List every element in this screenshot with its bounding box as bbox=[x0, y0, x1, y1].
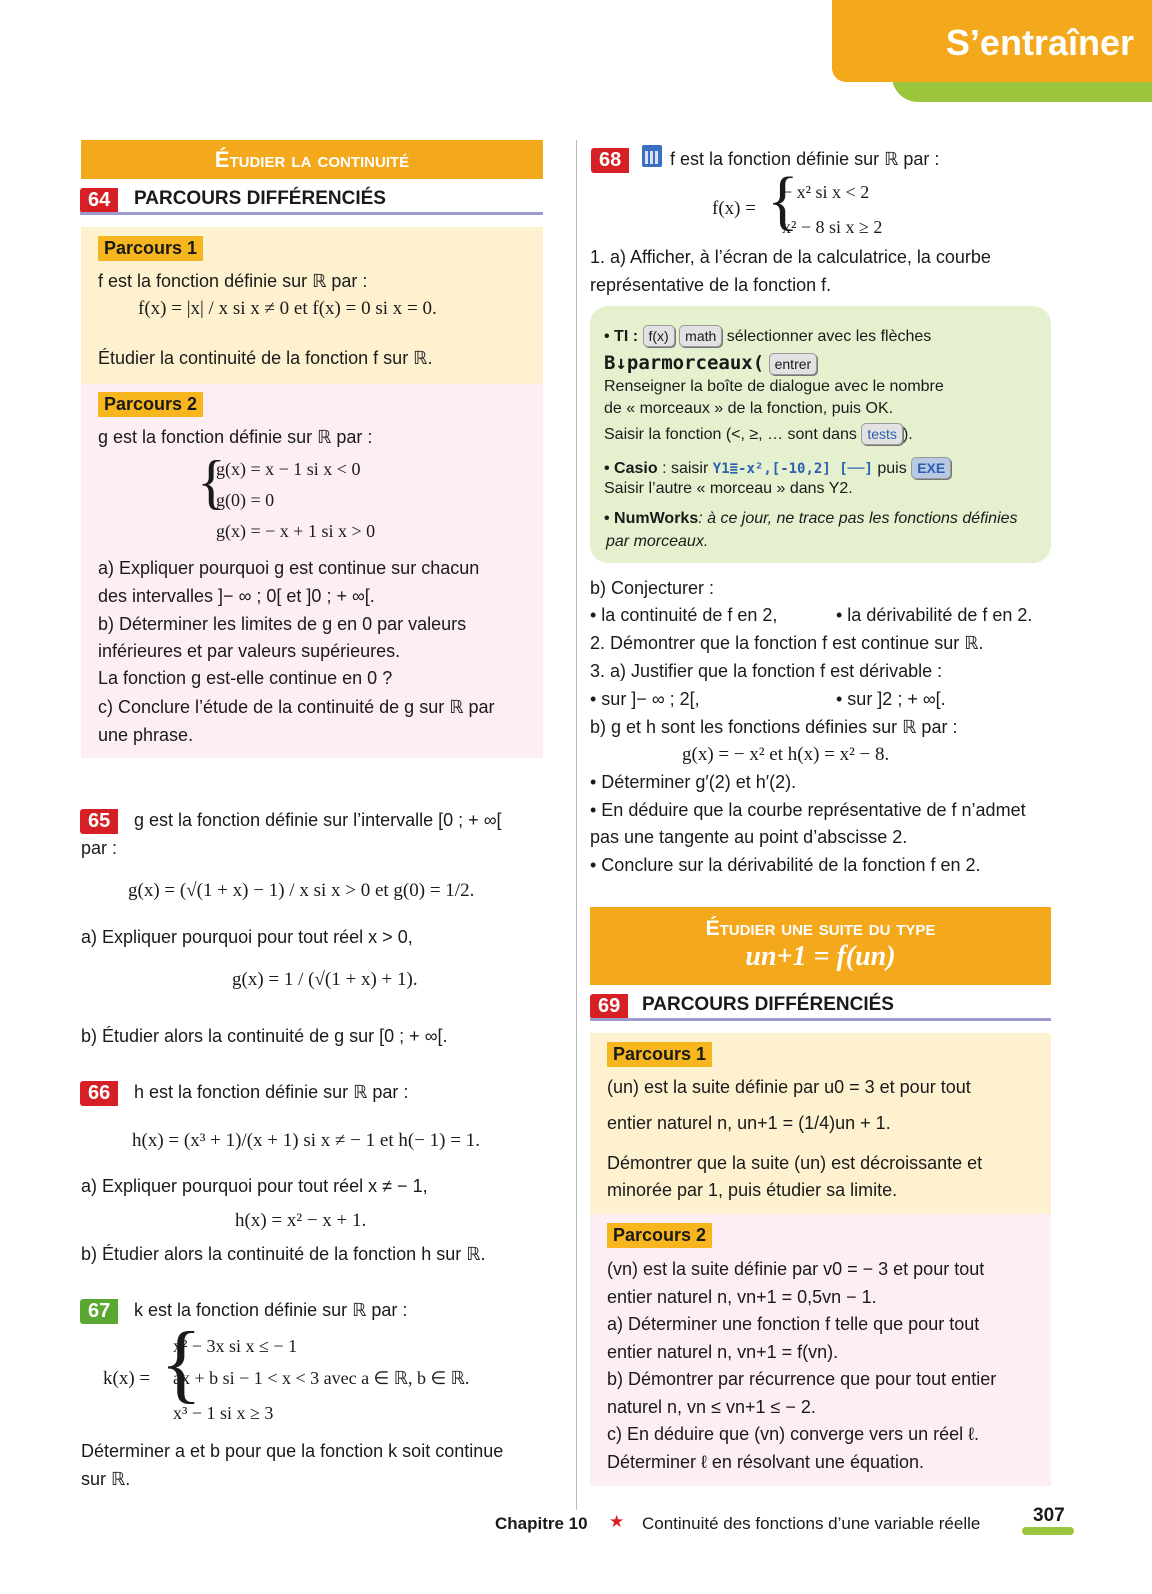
page-number: 307 bbox=[1033, 1505, 1065, 1526]
casio-label: • Casio bbox=[604, 460, 658, 477]
system-brace: { bbox=[160, 1315, 203, 1412]
ex68-lhs: f(x) = bbox=[712, 198, 756, 219]
ex64-p1-line1: f est la fonction définie sur ℝ par : bbox=[98, 271, 368, 291]
ex66-q-b: b) Étudier alors la continuité de la fonction h sur ℝ. bbox=[81, 1244, 486, 1264]
ex64-p2-line1: g est la fonction définie sur ℝ par : bbox=[98, 427, 373, 447]
ex64-p1-line3: Étudier la continuité de la fonction f sur ℝ. bbox=[98, 348, 433, 368]
ti-instruction-line3: Renseigner la boîte de dialogue avec le nombre bbox=[604, 378, 944, 395]
casio-text: : saisir bbox=[662, 460, 709, 477]
ex68-q3b-formula: g(x) = − x² et h(x) = x² − 8. bbox=[682, 744, 890, 765]
ex64-q-c-1: c) Conclure l’étude de la continuité de g sur ℝ par bbox=[98, 697, 495, 717]
ti-key-tests: tests bbox=[861, 423, 903, 445]
ex68-q2: 2. Démontrer que la fonction f est continue sur ℝ. bbox=[590, 633, 984, 653]
footer-chapter-title: Continuité des fonctions d’une variable réelle bbox=[642, 1514, 981, 1533]
ex65-q-a: a) Expliquer pourquoi pour tout réel x > 0, bbox=[81, 927, 413, 947]
system-brace: { bbox=[197, 449, 226, 515]
ex69-p1-line4: minorée par 1, puis étudier sa limite. bbox=[607, 1180, 898, 1200]
ex69-p2-line1: (vn) est la suite définie par v0 = − 3 et pour tout bbox=[607, 1259, 985, 1279]
casio-instruction-line1 bbox=[604, 457, 951, 479]
exercise-number-64: 64 bbox=[80, 188, 118, 213]
parcours-2-label: Parcours 2 bbox=[98, 392, 203, 417]
ti-line5-end: ). bbox=[902, 426, 913, 443]
ex64-q-a-2: des intervalles ]− ∞ ; 0[ et ]0 ; + ∞[. bbox=[98, 586, 375, 606]
ex67-case-3: x³ − 1 si x ≥ 3 bbox=[173, 1403, 274, 1423]
ex64-sys-1: g(x) = x − 1 si x < 0 bbox=[216, 459, 361, 479]
numworks-instruction-line2: par morceaux. bbox=[606, 533, 709, 550]
ex69-q-b-2: naturel n, vn ≤ vn+1 ≤ − 2. bbox=[607, 1397, 816, 1417]
parcours-1-label: Parcours 1 bbox=[607, 1042, 712, 1067]
ex66-formula2: h(x) = x² − x + 1. bbox=[235, 1210, 367, 1231]
calculator-icon bbox=[642, 145, 662, 167]
ex68-q3b: b) g et h sont les fonctions définies sur ℝ par : bbox=[590, 717, 958, 737]
section-title-line1: Étudier une suite du type bbox=[705, 917, 936, 940]
ex68-q1a-1 bbox=[590, 247, 991, 268]
ex68-q3a: 3. a) Justifier que la fonction f est dérivable : bbox=[590, 661, 943, 681]
ti-instruction-line4: de « morceaux » de la fonction, puis OK. bbox=[604, 400, 894, 417]
ex68-q3b-item2a: • En déduire que la courbe représentative de f n’admet bbox=[590, 800, 1026, 820]
ex64-q-b-2: inférieures et par valeurs supérieures. bbox=[98, 641, 401, 661]
q1a-text: 1. a) Afficher, à l’écran de la calculatrice, la courbe bbox=[590, 247, 991, 267]
ex69-q-a-2: entier naturel n, vn+1 = f(vn). bbox=[607, 1342, 839, 1362]
casio-key-exe: EXE bbox=[911, 457, 951, 479]
ti-instruction-line1 bbox=[604, 325, 931, 347]
ti-instruction-line2 bbox=[604, 352, 817, 375]
footer-chapter: Chapitre 10 bbox=[495, 1514, 588, 1533]
ti-key-math: math bbox=[679, 325, 722, 347]
parcours-1-label: Parcours 1 bbox=[98, 236, 203, 261]
star-icon: ★ bbox=[609, 1512, 625, 1531]
ex65-line2: par : bbox=[81, 838, 118, 858]
ex68-q3b-item3: • Conclure sur la dérivabilité de la fonction f en 2. bbox=[590, 855, 981, 875]
ex64-q-b-1: b) Déterminer les limites de g en 0 par valeurs bbox=[98, 614, 467, 634]
exercise-64-title: PARCOURS DIFFÉRENCIÉS bbox=[134, 188, 386, 209]
system-brace: { bbox=[767, 164, 799, 237]
header-title: S’entraîner bbox=[945, 22, 1134, 63]
numworks-text: : à ce jour, ne trace pas les fonctions définies bbox=[698, 510, 1018, 527]
ti-text: sélectionner avec les flèches bbox=[726, 328, 932, 345]
ti-instruction-line5 bbox=[604, 423, 913, 445]
section-title-line2: un+1 = f(un) bbox=[745, 941, 896, 972]
casio-then: puis bbox=[877, 460, 907, 477]
chapter-header-tab bbox=[832, 0, 1152, 100]
numworks-instruction-line1 bbox=[604, 510, 1018, 528]
ex67-case-2: ax + b si − 1 < x < 3 avec a ∈ ℝ, b ∈ ℝ. bbox=[173, 1368, 470, 1388]
exercise-number-69: 69 bbox=[590, 994, 628, 1019]
ti-command: B↓parmorceaux( bbox=[604, 352, 765, 374]
ex64-sys-3: g(x) = − x + 1 si x > 0 bbox=[216, 521, 376, 541]
exercise-69-title: PARCOURS DIFFÉRENCIÉS bbox=[642, 994, 894, 1015]
ex66-line1: h est la fonction définie sur ℝ par : bbox=[134, 1082, 409, 1102]
casio-command: Y1≣-x²,[-10,2] [──] bbox=[712, 461, 873, 477]
ex67-lhs: k(x) = bbox=[103, 1368, 151, 1389]
ex69-p1-line3: Démontrer que la suite (un) est décroissante et bbox=[607, 1153, 983, 1173]
exercise-number-68: 68 bbox=[591, 148, 629, 173]
ex64-sys-2: g(0) = 0 bbox=[216, 490, 275, 510]
ex64-q-a-1: a) Expliquer pourquoi g est continue sur chacun bbox=[98, 558, 480, 578]
ex69-p1-line1: (un) est la suite définie par u0 = 3 et pour tout bbox=[607, 1077, 971, 1097]
casio-instruction-line2: Saisir l’autre « morceau » dans Y2. bbox=[604, 480, 853, 497]
ex65-line1: g est la fonction définie sur l’intervalle [0 ; + ∞[ bbox=[134, 810, 502, 830]
ex69-p1-line2: entier naturel n, un+1 = (1/4)un + 1. bbox=[607, 1113, 891, 1133]
ex67-case-1: x² − 3x si x ≤ − 1 bbox=[173, 1336, 298, 1356]
ex67-line2: Déterminer a et b pour que la fonction k soit continue bbox=[81, 1441, 504, 1461]
ex65-q-b: b) Étudier alors la continuité de g sur [0 ; + ∞[. bbox=[81, 1026, 448, 1046]
ex69-q-c-1: c) En déduire que (vn) converge vers un réel ℓ. bbox=[607, 1424, 980, 1444]
section-title-suite bbox=[590, 907, 1051, 985]
ex68-q3a-item2: • sur ]2 ; + ∞[. bbox=[836, 689, 946, 709]
ex64-p1-formula bbox=[138, 298, 437, 320]
ex67-line3: sur ℝ. bbox=[81, 1469, 131, 1489]
ti-key-entrer: entrer bbox=[769, 353, 818, 375]
ti-key-fx: f(x) bbox=[643, 325, 675, 347]
section-title-continuite: Étudier la continuité bbox=[81, 140, 543, 179]
ex64-q-c-2: une phrase. bbox=[98, 725, 194, 745]
title-underline bbox=[80, 212, 543, 215]
column-divider bbox=[576, 140, 577, 1510]
ex65-formula: g(x) = (√(1 + x) − 1) / x si x > 0 et g(0) = 1/2. bbox=[128, 880, 475, 901]
ex69-q-b-1: b) Démontrer par récurrence que pour tout entier bbox=[607, 1369, 997, 1389]
ex68-q3b-item2b: pas une tangente au point d’abscisse 2. bbox=[590, 827, 908, 847]
numworks-label: • NumWorks bbox=[604, 510, 699, 527]
exercise-number-65: 65 bbox=[80, 809, 118, 834]
ex68-line1: f est la fonction définie sur ℝ par : bbox=[670, 149, 940, 169]
ex67-line1: k est la fonction définie sur ℝ par : bbox=[134, 1300, 408, 1320]
ex68-q1b-item1: • la continuité de f en 2, bbox=[590, 605, 778, 625]
ex68-q1b: b) Conjecturer : bbox=[590, 578, 715, 598]
title-underline bbox=[590, 1018, 1051, 1021]
ex68-case-2: x² − 8 si x ≥ 2 bbox=[782, 217, 883, 237]
ti-label: • TI : bbox=[604, 328, 639, 345]
ex69-p2-line2: entier naturel n, vn+1 = 0,5vn − 1. bbox=[607, 1287, 877, 1307]
ex68-q3b-item1: • Déterminer g′(2) et h′(2). bbox=[590, 772, 797, 792]
ex64-q-b-3: La fonction g est-elle continue en 0 ? bbox=[98, 668, 393, 688]
ex68-q1a-2: représentative de la fonction f. bbox=[590, 275, 832, 295]
ex68-q3a-item1: • sur ]− ∞ ; 2[, bbox=[590, 689, 700, 709]
formula-text: f(x) = |x| / x si x ≠ 0 et f(x) = 0 si x = 0. bbox=[138, 298, 437, 319]
ti-line5-text: Saisir la fonction (<, ≥, … sont dans bbox=[604, 426, 857, 443]
parcours-2-label: Parcours 2 bbox=[607, 1223, 712, 1248]
exercise-number-66: 66 bbox=[80, 1081, 118, 1106]
ex69-q-a-1: a) Déterminer une fonction f telle que pour tout bbox=[607, 1314, 980, 1334]
ex69-q-c-2: Déterminer ℓ en résolvant une équation. bbox=[607, 1452, 925, 1472]
page-number-underline bbox=[1022, 1527, 1074, 1535]
exercise-number-67: 67 bbox=[80, 1299, 118, 1324]
ex66-formula: h(x) = (x³ + 1)/(x + 1) si x ≠ − 1 et h(− 1) = 1. bbox=[132, 1130, 480, 1151]
ex68-q1b-item2: • la dérivabilité de f en 2. bbox=[836, 605, 1033, 625]
ex66-q-a: a) Expliquer pourquoi pour tout réel x ≠ − 1, bbox=[81, 1176, 428, 1196]
ex65-formula2: g(x) = 1 / (√(1 + x) + 1). bbox=[232, 969, 418, 990]
ex68-case-1: − x² si x < 2 bbox=[782, 182, 870, 202]
